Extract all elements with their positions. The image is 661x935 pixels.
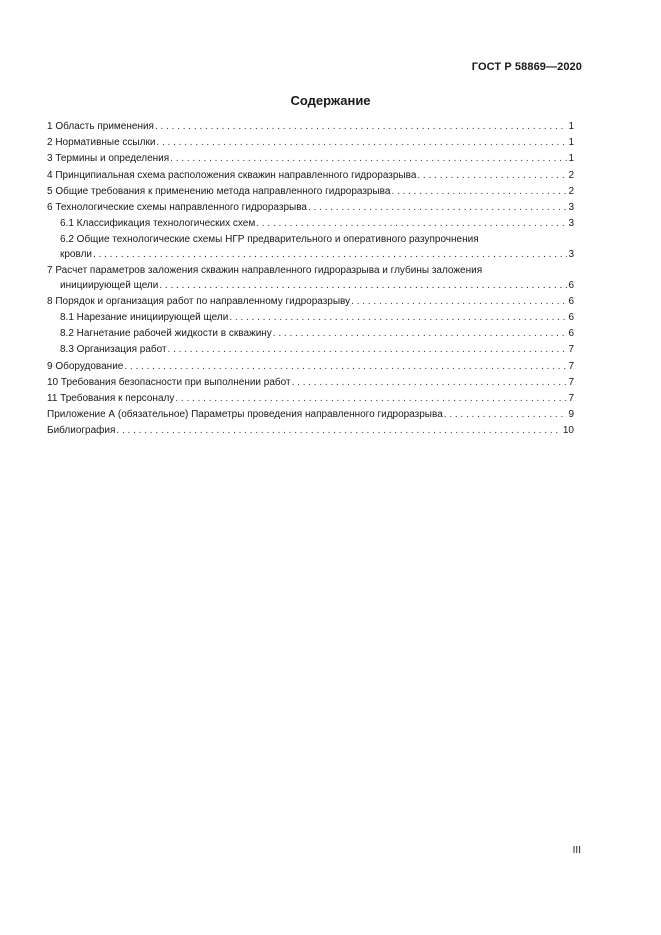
leader-dots: [124, 359, 567, 375]
toc-entry-9[interactable]: 9 Оборудование . . . 7: [47, 359, 574, 375]
leader-dots: [308, 200, 567, 216]
leader-dots: [116, 423, 561, 439]
toc-entry-1[interactable]: 1 Область применения . . . 1: [47, 119, 574, 135]
toc-entry-4[interactable]: 4 Принципиальная схема расположения скважин направленного гидроразрыва . . . 2: [47, 168, 574, 184]
leader-dots: [444, 407, 568, 423]
leader-dots: [159, 278, 567, 294]
leader-dots: [391, 184, 567, 200]
leader-dots: [417, 168, 567, 184]
toc-entry-6-1[interactable]: 6.1 Классификация технологических схем . . . 3: [47, 216, 574, 232]
leader-dots: [229, 310, 567, 326]
toc-entry-2[interactable]: 2 Нормативные ссылки . . . 1: [47, 135, 574, 151]
toc-entry-8-2[interactable]: 8.2 Нагнетание рабочей жидкости в скважину . . . 6: [47, 326, 574, 342]
leader-dots: [273, 326, 568, 342]
leader-dots: [170, 151, 567, 167]
document-id: ГОСТ Р 58869—2020: [471, 61, 582, 73]
leader-dots: [93, 247, 567, 263]
leader-dots: [155, 119, 567, 135]
leader-dots: [292, 375, 568, 391]
leader-dots: [351, 294, 567, 310]
toc-entry-3[interactable]: 3 Термины и определения . . . 1: [47, 151, 574, 167]
toc-entry-5[interactable]: 5 Общие требования к применению метода направленного гидроразрыва . . . 2: [47, 184, 574, 200]
toc-entry-6-2[interactable]: 6.2 Общие технологические схемы НГР предварительного и оперативного разупрочнения кровли . . . 3: [47, 233, 574, 263]
toc-entry-8-1[interactable]: 8.1 Нарезание инициирующей щели . . . 6: [47, 310, 574, 326]
toc-entry-11[interactable]: 11 Требования к персоналу . . . 7: [47, 391, 574, 407]
toc-entry-appendix-a[interactable]: Приложение А (обязательное) Параметры проведения направленного гидроразрыва . . . 9: [47, 407, 574, 423]
toc-entry-6[interactable]: 6 Технологические схемы направленного гидроразрыва . . . 3: [47, 200, 574, 216]
leader-dots: [156, 135, 567, 151]
page-title: Содержание: [290, 93, 371, 108]
table-of-contents: [47, 119, 574, 440]
toc-entry-10[interactable]: 10 Требования безопасности при выполнении работ . . . 7: [47, 375, 574, 391]
page-number: III: [572, 845, 581, 856]
toc-entry-7[interactable]: 7 Расчет параметров заложения скважин направленного гидроразрыва и глубины заложения инициирующей щели . . . 6: [47, 264, 574, 294]
leader-dots: [175, 391, 567, 407]
toc-entry-8[interactable]: 8 Порядок и организация работ по направленному гидроразрыву . . . 6: [47, 294, 574, 310]
toc-entry-8-3[interactable]: 8.3 Организация работ . . . 7: [47, 342, 574, 358]
leader-dots: [256, 216, 567, 232]
toc-entry-bibliography[interactable]: Библиография . . . 10: [47, 423, 574, 439]
leader-dots: [168, 342, 568, 358]
